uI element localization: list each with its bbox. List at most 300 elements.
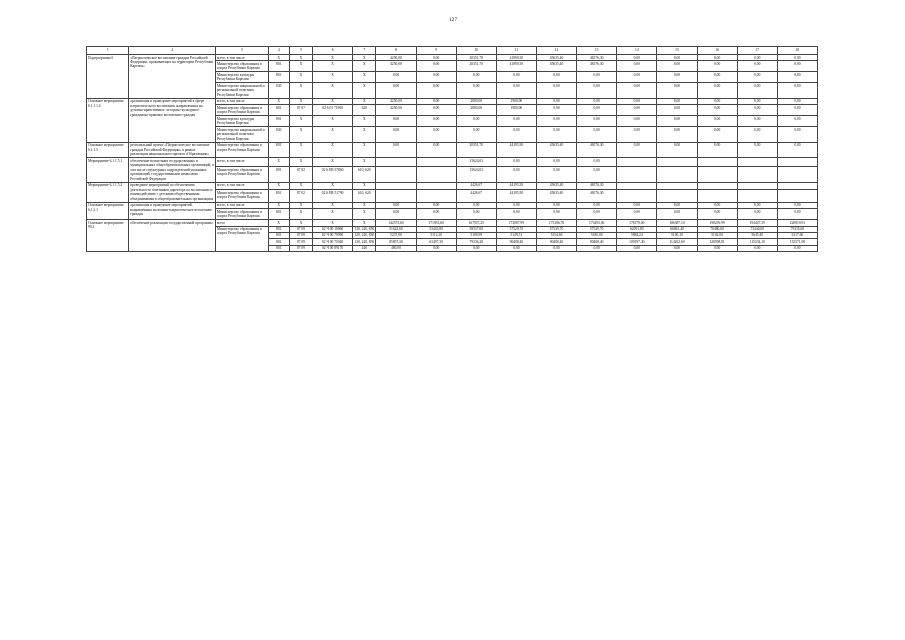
cell-vr: 240 <box>353 245 376 251</box>
cell-csr: 02 Ч 00 79990 <box>313 232 353 238</box>
cell-amount-col-9: 0,00 <box>416 116 456 127</box>
cell-vr: 610, 620 <box>353 167 376 182</box>
cell-amount-col-15: 0,00 <box>657 127 697 142</box>
cell-grbs: 830 <box>268 83 289 98</box>
row-title: «Патриотическое воспитание граждан Российской Федерации, проживающих на территории Республики Карелия» <box>129 55 216 99</box>
cell-rzpr: 07 09 <box>289 245 312 251</box>
cell-amount-col-8 <box>376 190 416 203</box>
cell-amount-col-18: 135371,00 <box>777 239 817 245</box>
row-title: организация и проведение мероприятий в сфере патриотического воспитания, направленных на духовно-нравственное, историко-культурное, гражданско-правовое воспитание граждан <box>129 98 216 142</box>
cell-grbs: 801 <box>268 61 289 72</box>
row-executor: Министерство национальной и региональной политики Республики Карелия <box>215 127 268 142</box>
cell-vr: X <box>353 142 376 157</box>
cell-amount-col-18: 0,00 <box>777 98 817 104</box>
cell-amount-col-15: 5140,10 <box>657 232 697 238</box>
cell-amount-col-17: 0,00 <box>737 142 777 157</box>
cell-amount-col-14: 0,00 <box>617 142 657 157</box>
cell-amount-col-17: 0,00 <box>737 105 777 116</box>
row-executor: всего, в том числе <box>215 202 268 208</box>
cell-amount-col-11: 1900,00 <box>496 98 536 104</box>
cell-amount-col-18: 0,00 <box>777 83 817 98</box>
cell-amount-col-18: 0,00 <box>777 116 817 127</box>
cell-amount-col-13: 46576,30 <box>577 55 617 61</box>
cell-amount-col-16 <box>697 190 737 203</box>
cell-grbs: X <box>268 202 289 208</box>
cell-rzpr: X <box>289 127 312 142</box>
cell-amount-col-11: 0,00 <box>496 167 536 182</box>
row-code: Основное мероприятие 6.1.1.5 <box>87 142 129 157</box>
cell-amount-col-9: 53445,80 <box>416 226 456 232</box>
cell-amount-col-12: 0,00 <box>536 83 576 98</box>
cell-amount-col-13: 46576,30 <box>577 182 617 189</box>
cell-amount-col-12: 0,00 <box>536 116 576 127</box>
cell-rzpr: X <box>289 116 312 127</box>
cell-csr: 02 6 EB 51790 <box>313 190 353 203</box>
cell-vr: X <box>353 72 376 83</box>
cell-amount-col-14: 5884,24 <box>617 232 657 238</box>
cell-amount-col-14: 0,00 <box>617 116 657 127</box>
cell-rzpr: 07 09 <box>289 226 312 232</box>
cell-amount-col-15: 0,00 <box>657 61 697 72</box>
cell-amount-col-17: 0,00 <box>737 61 777 72</box>
cell-csr: X <box>313 55 353 61</box>
cell-amount-col-17: 0,00 <box>737 127 777 142</box>
cell-amount-col-13: 46576,30 <box>577 61 617 72</box>
cell-amount-col-15: 0,00 <box>657 98 697 104</box>
cell-amount-col-11: 0,00 <box>496 83 536 98</box>
row-executor: Министерство образования и спорта Республики Карелия <box>215 209 268 220</box>
cell-amount-col-10: 2800,00 <box>456 105 496 116</box>
cell-amount-col-15: 66861,40 <box>657 226 697 232</box>
column-number-13: 13 <box>577 47 617 55</box>
cell-grbs: 801 <box>268 167 289 182</box>
cell-amount-col-8: 4250,00 <box>376 98 416 104</box>
cell-csr: X <box>313 116 353 127</box>
cell-amount-col-9: 0,00 <box>416 209 456 220</box>
cell-amount-col-14: 109197,40 <box>617 239 657 245</box>
cell-amount-col-9 <box>416 167 456 182</box>
cell-amount-col-18 <box>777 158 817 167</box>
cell-amount-col-12: 5154,66 <box>536 232 576 238</box>
cell-amount-col-13: 90408,40 <box>577 239 617 245</box>
cell-vr: X <box>353 220 376 226</box>
cell-amount-col-18: 0,00 <box>777 142 817 157</box>
cell-amount-col-8: 51623,60 <box>376 226 416 232</box>
cell-vr: X <box>353 61 376 72</box>
cell-amount-col-8 <box>376 158 416 167</box>
cell-amount-col-14 <box>617 190 657 203</box>
cell-amount-col-8: 142575,60 <box>376 220 416 226</box>
cell-rzpr: X <box>289 209 312 220</box>
cell-amount-col-10: 15624,03 <box>456 158 496 167</box>
cell-amount-col-18: 0,00 <box>777 209 817 220</box>
cell-amount-col-12: 0,00 <box>536 72 576 83</box>
cell-amount-col-14 <box>617 158 657 167</box>
row-executor: Министерство образования и спорта Республики Карелия <box>215 142 268 157</box>
cell-amount-col-13: 0,00 <box>577 116 617 127</box>
cell-amount-col-17: 0,00 <box>737 202 777 208</box>
cell-amount-col-16: 0,00 <box>697 72 737 83</box>
cell-csr: X <box>313 142 353 157</box>
cell-amount-col-8: 0,00 <box>376 209 416 220</box>
cell-amount-col-8: 0,00 <box>376 202 416 208</box>
cell-amount-col-11: 0,00 <box>496 158 536 167</box>
cell-amount-col-8: 4250,00 <box>376 61 416 72</box>
cell-amount-col-11: 44195,50 <box>496 182 536 189</box>
cell-amount-col-17: 0,00 <box>737 98 777 104</box>
row-executor: Министерство образования и спорта Республики Карелия <box>215 226 268 252</box>
cell-vr: X <box>353 116 376 127</box>
cell-amount-col-16: 0,00 <box>697 83 737 98</box>
column-number-7: 7 <box>353 47 376 55</box>
cell-amount-col-9: 0,00 <box>416 98 456 104</box>
cell-amount-col-12: 45635,40 <box>536 182 576 189</box>
table-body <box>87 55 818 252</box>
cell-amount-col-13: 0,00 <box>577 72 617 83</box>
cell-amount-col-9: 0,00 <box>416 105 456 116</box>
cell-amount-col-13: 0,00 <box>577 83 617 98</box>
cell-vr: 120, 240, 850 <box>354 239 375 244</box>
row-title: региональный проект «Патриотическое воспитание граждан Российской Федерации» в рамках реализации национального проекта «Образование» <box>129 142 216 157</box>
cell-amount-col-13: 0,00 <box>577 209 617 220</box>
cell-amount-col-17: 73440,00 <box>737 226 777 232</box>
cell-amount-col-14: 0,00 <box>617 83 657 98</box>
cell-vr: 610, 620 <box>353 190 376 203</box>
cell-amount-col-11: 0,00 <box>496 127 536 142</box>
cell-amount-col-11: 90408,40 <box>496 239 536 245</box>
cell-amount-col-16: 5102,00 <box>697 232 737 238</box>
cell-amount-col-15 <box>657 190 697 203</box>
cell-grbs: 801 <box>268 245 289 251</box>
cell-amount-col-13: 0,00 <box>577 158 617 167</box>
cell-amount-col-9 <box>416 190 456 203</box>
cell-rzpr: X <box>289 72 312 83</box>
cell-amount-col-8: 4250,00 <box>376 55 416 61</box>
cell-amount-col-10: 2800,00 <box>456 98 496 104</box>
cell-amount-col-8: 480,00 <box>376 245 416 251</box>
cell-amount-col-17: 0,00 <box>737 72 777 83</box>
column-number-9: 9 <box>416 47 456 55</box>
row-code: Мероприятие 6.1.1.5.1 <box>87 158 129 182</box>
cell-vr: 120, 240, 850 <box>354 227 375 231</box>
cell-amount-col-10: 20351,70 <box>456 61 496 72</box>
cell-amount-col-8: 0,00 <box>376 142 416 157</box>
cell-amount-col-15 <box>657 182 697 189</box>
cell-amount-col-9: 171953,60 <box>416 220 456 226</box>
cell-vr: X <box>353 158 376 167</box>
table-header <box>87 47 818 55</box>
cell-amount-col-16: 0,00 <box>697 105 737 116</box>
cell-rzpr: X <box>289 55 312 61</box>
cell-amount-col-13: 0,00 <box>577 105 617 116</box>
cell-amount-col-9: 5112,20 <box>416 232 456 238</box>
cell-amount-col-18: 0,00 <box>777 245 817 251</box>
budget-table <box>86 46 818 252</box>
cell-amount-col-14: 0,00 <box>617 72 657 83</box>
cell-amount-col-9: 0,00 <box>416 245 456 251</box>
cell-amount-col-9: 63497,30 <box>416 239 456 245</box>
cell-amount-col-12: 0,00 <box>536 245 576 251</box>
cell-grbs: X <box>268 98 289 104</box>
cell-amount-col-15: 114262,60 <box>657 239 697 245</box>
cell-csr: X <box>313 98 353 104</box>
page-number: 127 <box>448 17 458 23</box>
cell-grbs: X <box>268 182 289 189</box>
cell-amount-col-9: 0,00 <box>416 142 456 157</box>
cell-amount-col-13: 5180,00 <box>577 232 617 238</box>
row-executor: Министерство образования и спорта Республики Карелия <box>215 61 268 72</box>
cell-amount-col-14: 62091,80 <box>617 226 657 232</box>
cell-csr: X <box>313 158 353 167</box>
cell-amount-col-16: 0,00 <box>697 61 737 72</box>
cell-amount-col-14: 0,00 <box>617 61 657 72</box>
cell-vr: X <box>353 55 376 61</box>
row-executor: всего, в том числе <box>215 98 268 104</box>
cell-amount-col-12: 173186,70 <box>536 220 576 226</box>
row-executor: Министерство образования и спорта Республики Карелия <box>215 190 268 203</box>
cell-amount-col-14: 0,00 <box>617 127 657 142</box>
table-row <box>87 182 818 189</box>
cell-grbs: 801 <box>268 190 289 203</box>
cell-amount-col-14: 0,00 <box>617 209 657 220</box>
cell-amount-col-15 <box>657 167 697 182</box>
cell-amount-col-12: 0,00 <box>536 167 576 182</box>
cell-amount-col-8: 5237,00 <box>376 232 416 238</box>
cell-amount-col-10: 15624,03 <box>456 167 496 182</box>
row-executor: Министерство образования и спорта Республики Карелия <box>215 167 268 182</box>
cell-amount-col-18: 0,00 <box>777 202 817 208</box>
cell-amount-col-15: 0,00 <box>657 142 697 157</box>
row-code: Подпрограмма 6 <box>87 55 129 99</box>
cell-amount-col-10: 0,00 <box>456 209 496 220</box>
cell-amount-col-12: 45635,40 <box>536 61 576 72</box>
cell-rzpr: 07 09 <box>289 239 312 245</box>
cell-amount-col-14: 0,00 <box>617 55 657 61</box>
cell-amount-col-18: 220819,91 <box>777 220 817 226</box>
cell-amount-col-8: 0,00 <box>376 116 416 127</box>
cell-vr: X <box>353 83 376 98</box>
column-number-2: 2 <box>129 47 216 55</box>
cell-csr: 02 Ч 00 75040 <box>313 239 353 245</box>
cell-amount-col-13: 57529,70 <box>577 226 617 232</box>
cell-amount-col-17 <box>737 167 777 182</box>
cell-amount-col-17: 115334,10 <box>737 239 777 245</box>
cell-amount-col-16: 0,00 <box>697 127 737 142</box>
cell-amount-col-10: 0,00 <box>456 202 496 208</box>
cell-rzpr: 07 02 <box>289 190 312 203</box>
cell-vr: X <box>353 209 376 220</box>
cell-amount-col-15 <box>657 158 697 167</box>
cell-grbs: 801 <box>268 239 289 245</box>
cell-amount-col-14: 0,00 <box>617 98 657 104</box>
cell-amount-col-12: 0,00 <box>536 158 576 167</box>
cell-amount-col-15: 0,00 <box>657 116 697 127</box>
cell-amount-col-16: 190239,99 <box>697 220 737 226</box>
cell-grbs: 801 <box>268 142 289 157</box>
cell-rzpr: 07 02 <box>289 167 312 182</box>
cell-amount-col-10: 0,00 <box>456 72 496 83</box>
cell-grbs: X <box>268 158 289 167</box>
cell-amount-col-18 <box>777 167 817 182</box>
cell-amount-col-18: 79335,60 <box>777 226 817 232</box>
cell-amount-col-13: 46576,30 <box>577 190 617 203</box>
row-executor: всего, в том числе <box>215 55 268 61</box>
row-executor: всего <box>215 220 268 226</box>
cell-amount-col-9: 0,00 <box>416 127 456 142</box>
column-number-8: 8 <box>376 47 416 55</box>
cell-amount-col-16: 0,00 <box>697 98 737 104</box>
cell-amount-col-9: 0,00 <box>416 55 456 61</box>
cell-csr: 02 Ч 00 89170 <box>313 245 353 251</box>
cell-amount-col-18 <box>777 182 817 189</box>
cell-vr: X <box>353 202 376 208</box>
cell-rzpr: X <box>289 202 312 208</box>
column-number-12: 12 <box>536 47 576 55</box>
cell-amount-col-15: 0,00 <box>657 209 697 220</box>
cell-amount-col-17: 0,00 <box>737 245 777 251</box>
cell-amount-col-17: 0,00 <box>737 83 777 98</box>
cell-amount-col-8: 85857,30 <box>376 239 416 245</box>
cell-amount-col-8 <box>376 167 416 182</box>
cell-amount-col-15: 0,00 <box>657 55 697 61</box>
row-code: Основное мероприятие 99.2 <box>87 220 129 252</box>
cell-rzpr: X <box>289 220 312 226</box>
cell-amount-col-10: 0,00 <box>456 245 496 251</box>
cell-amount-col-14 <box>617 182 657 189</box>
cell-amount-col-9: 0,00 <box>416 83 456 98</box>
cell-rzpr: 07 09 <box>289 232 312 238</box>
cell-amount-col-12: 0,00 <box>536 209 576 220</box>
cell-amount-col-17 <box>737 182 777 189</box>
cell-amount-col-16: 0,00 <box>697 245 737 251</box>
cell-rzpr: X <box>289 61 312 72</box>
cell-csr: X <box>313 61 353 72</box>
cell-csr: 02 6 EB 57860 <box>313 167 353 182</box>
cell-amount-col-11: 1900,00 <box>496 105 536 116</box>
column-number-4: 4 <box>268 47 289 55</box>
cell-amount-col-13: 173493,30 <box>577 220 617 226</box>
cell-vr: 620 <box>353 105 376 116</box>
cell-csr: X <box>313 182 353 189</box>
row-executor: Министерство национальной и региональной политики Республики Карелия <box>215 83 268 98</box>
column-number-14: 14 <box>617 47 657 55</box>
cell-amount-col-11: 41890,50 <box>496 61 536 72</box>
cell-amount-col-14 <box>617 167 657 182</box>
cell-grbs: 801 <box>268 226 289 232</box>
cell-amount-col-14: 178179,00 <box>617 220 657 226</box>
cell-amount-col-8: 4250,00 <box>376 105 416 116</box>
cell-amount-col-11: 41890,50 <box>496 55 536 61</box>
column-number-10: 10 <box>456 47 496 55</box>
cell-csr: X <box>313 127 353 142</box>
cell-grbs: 801 <box>268 116 289 127</box>
cell-amount-col-10: 0,00 <box>456 127 496 142</box>
cell-amount-col-12: 0,00 <box>536 127 576 142</box>
cell-amount-col-12: 90408,40 <box>536 239 576 245</box>
cell-amount-col-10: 5108,99 <box>456 232 496 238</box>
table-row <box>87 158 818 167</box>
cell-amount-col-11: 5149,51 <box>496 232 536 238</box>
cell-amount-col-18: 0,00 <box>777 127 817 142</box>
column-number-3: 3 <box>215 47 268 55</box>
cell-grbs: 801 <box>268 232 289 238</box>
cell-amount-col-17: 0,00 <box>737 55 777 61</box>
cell-amount-col-9 <box>416 182 456 189</box>
cell-amount-col-11: 0,00 <box>496 209 536 220</box>
cell-amount-col-9: 0,00 <box>416 61 456 72</box>
cell-rzpr: X <box>289 142 312 157</box>
cell-amount-col-16: 0,00 <box>697 209 737 220</box>
cell-csr: X <box>313 202 353 208</box>
cell-rzpr: X <box>289 83 312 98</box>
cell-amount-col-18: 0,00 <box>777 105 817 116</box>
column-number-17: 17 <box>737 47 777 55</box>
cell-amount-col-9 <box>416 158 456 167</box>
row-executor: Министерство культуры Республики Карелия <box>215 72 268 83</box>
cell-amount-col-17 <box>737 158 777 167</box>
cell-amount-col-10: 0,00 <box>456 116 496 127</box>
cell-amount-col-8 <box>376 182 416 189</box>
cell-amount-col-11: 0,00 <box>496 116 536 127</box>
row-code: Основное мероприятие 6.1.1.1.4 <box>87 98 129 142</box>
cell-csr: 02 Ч 00 10960 <box>313 226 353 232</box>
cell-amount-col-15: 0,00 <box>657 105 697 116</box>
column-number-16: 16 <box>697 47 737 55</box>
cell-amount-col-16 <box>697 167 737 182</box>
cell-amount-col-10: 4426,67 <box>456 190 496 203</box>
column-number-6: 6 <box>313 47 353 55</box>
column-number-11: 11 <box>496 47 536 55</box>
cell-vr: X <box>353 182 376 189</box>
cell-amount-col-16: 0,00 <box>697 116 737 127</box>
row-executor: Министерство образования и спорта Республики Карелия <box>215 105 268 116</box>
cell-csr: X <box>313 220 353 226</box>
cell-amount-col-11: 44195,50 <box>496 142 536 157</box>
row-title: обеспечение реализации государственной программы <box>129 220 216 252</box>
cell-grbs: X <box>268 220 289 226</box>
column-number-5: 5 <box>289 47 312 55</box>
cell-vr: 120, 240, 850 <box>354 233 375 238</box>
cell-csr: X <box>313 83 353 98</box>
cell-amount-col-15: 0,00 <box>657 83 697 98</box>
cell-amount-col-12: 0,00 <box>536 202 576 208</box>
cell-amount-col-11: 57529,70 <box>496 226 536 232</box>
row-code: Основное мероприятие 6.1.2.1 <box>87 202 129 219</box>
cell-amount-col-17: 0,00 <box>737 209 777 220</box>
cell-amount-col-14: 0,00 <box>617 202 657 208</box>
budget-table-container <box>86 46 818 252</box>
cell-amount-col-17: 194447,39 <box>737 220 777 226</box>
column-number-15: 15 <box>657 47 697 55</box>
cell-amount-col-13: 46576,30 <box>577 142 617 157</box>
cell-grbs: 801 <box>268 105 289 116</box>
cell-amount-col-15: 186387,10 <box>657 220 697 226</box>
cell-amount-col-14: 0,00 <box>617 245 657 251</box>
cell-amount-col-12: 45635,40 <box>536 190 576 203</box>
cell-amount-col-9: 0,00 <box>416 72 456 83</box>
cell-grbs: 801 <box>268 209 289 220</box>
cell-amount-col-17: 5645,40 <box>737 232 777 238</box>
column-number-1: 1 <box>87 47 129 55</box>
row-executor: Министерство культуры Республики Карелия <box>215 116 268 127</box>
cell-amount-col-13: 0,00 <box>577 127 617 142</box>
cell-amount-col-10: 20351,70 <box>456 55 496 61</box>
cell-amount-col-11: 0,00 <box>496 72 536 83</box>
cell-amount-col-10: 58337,68 <box>456 226 496 232</box>
cell-amount-col-18 <box>777 190 817 203</box>
cell-amount-col-15: 0,00 <box>657 202 697 208</box>
cell-amount-col-12: 0,00 <box>536 105 576 116</box>
